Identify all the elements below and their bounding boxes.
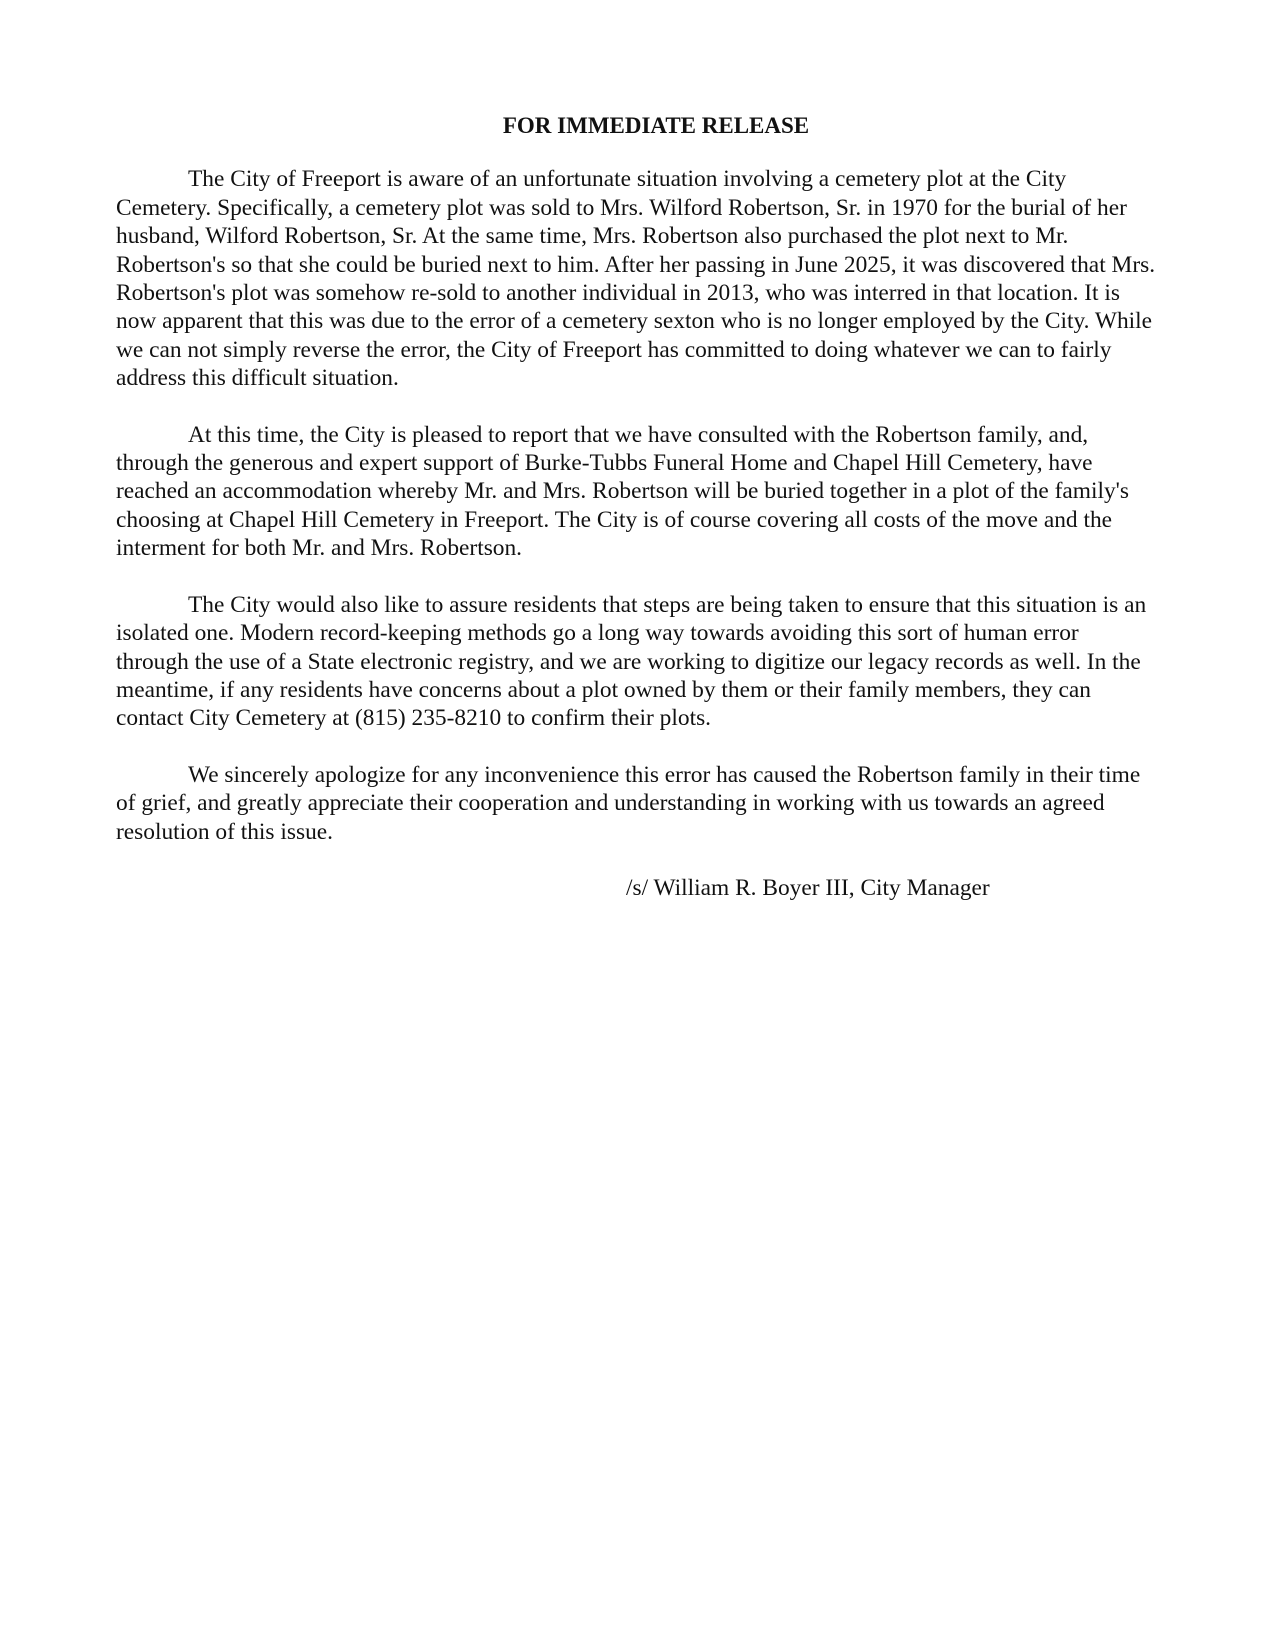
- paragraph-apology: We sincerely apologize for any inconvenience this error has caused the Robertson family in their time of grief, and greatly appreciate their cooperation and understanding in working with us towards an agreed resolution of this issue.: [116, 761, 1141, 845]
- release-heading: FOR IMMEDIATE RELEASE: [502, 113, 810, 138]
- document-body: [116, 112, 1156, 902]
- paragraph-assurance: The City would also like to assure residents that steps are being taken to ensure that this situation is an isolated one. Modern record-keeping methods go a long way towards avoiding this sort of human error through the use of a State electronic registry, and we are working to digitize our legacy records as well. In the meantime, if any residents have concerns about a plot owned by them or their family members, they can contact City Cemetery at (815) 235-8210 to confirm their plots.: [116, 591, 1147, 732]
- paragraph-accommodation: At this time, the City is pleased to report that we have consulted with the Robertson family, and, through the generous and expert support of Burke-Tubbs Funeral Home and Chapel Hill Cemetery, have reached an accommodation whereby Mr. and Mrs. Robertson will be buried together in a plot of the family's choosing at Chapel Hill Cemetery in Freeport. The City is of course covering all costs of the move and the interment for both Mr. and Mrs. Robertson.: [116, 421, 1129, 562]
- signature-line: /s/ William R. Boyer III, City Manager: [626, 874, 990, 901]
- paragraph-situation: The City of Freeport is aware of an unfortunate situation involving a cemetery plot at the City Cemetery. Specifically, a cemetery plot was sold to Mrs. Wilford Robertson, Sr. in 1970 for the burial of her husband, Wilford Robertson, Sr. At the same time, Mrs. Robertson also purchased the plot next to Mr. Robertson's so that she could be buried next to him. After her passing in June 2025, it was discovered that Mrs. Robertson's plot was somehow re-sold to another individual in 2013, who was interred in that location. It is now apparent that this was due to the error of a cemetery sexton who is no longer employed by the City. While we can not simply reverse the error, the City of Freeport has committed to doing whatever we can to fairly address this difficult situation.: [116, 166, 1156, 392]
